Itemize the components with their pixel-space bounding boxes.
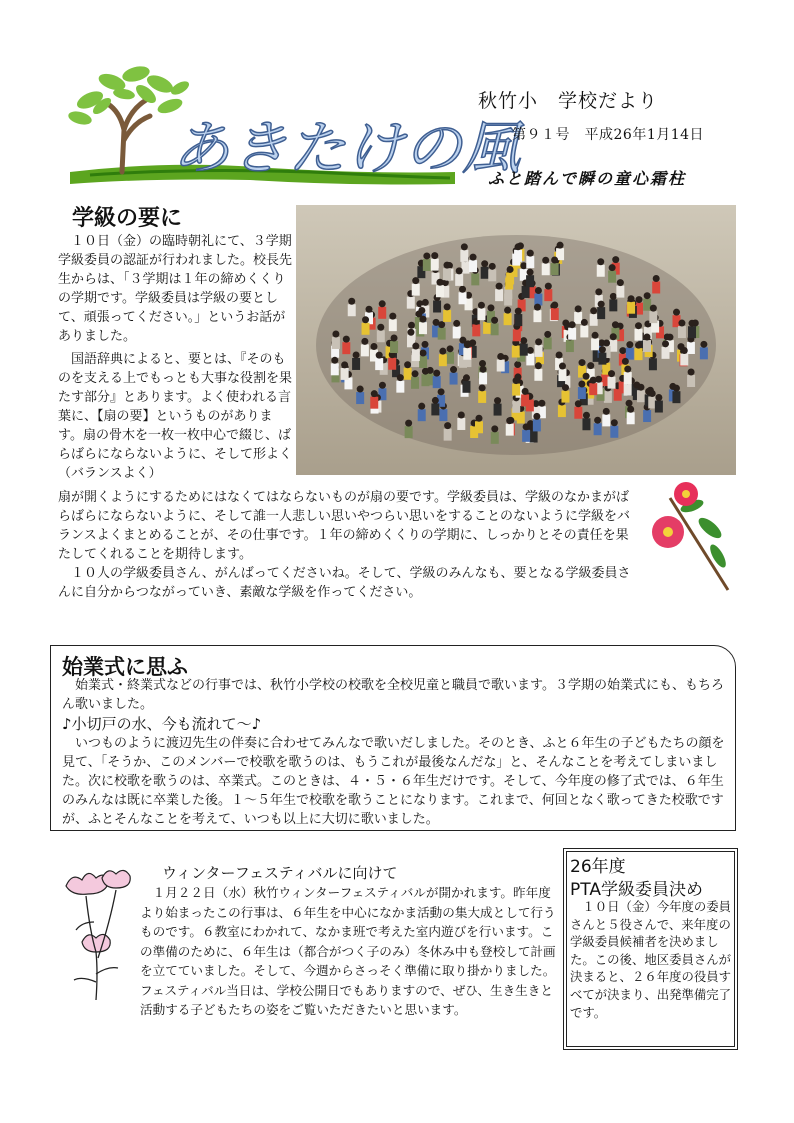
newsletter-logo	[50, 60, 521, 190]
article2-title: 始業式に思ふ	[62, 655, 188, 679]
school-song-line: ♪小切戸の水、今も流れて～♪	[62, 715, 262, 733]
article1-paragraph-1: １０日（金）の臨時朝礼にて、３学期学級委員の認証が行われました。校長先生からは、「３学期は１年の締めくくりの学期です。学級委員は学級の要として、頑張ってください。」というお話がありました。	[58, 234, 293, 344]
article4-text	[570, 898, 732, 1021]
motto: ふと踏んで瞬の童心霜柱	[488, 169, 687, 188]
article3-title: ウィンターフェスティバルに向けて	[162, 864, 398, 882]
article4-body: １０日（金）今年度の委員さんと５役さんで、来年度の学級委員候補者を決めました。この後、地区委員さんが決まると、２６年度の役員すべてが決まり、出発準備完了です。	[570, 899, 732, 1020]
article1-paragraph-3: 扇が開くようにするためにはなくてはならないものが扇の要です。学級委員は、学級のなかまがばらばらにならないように、そして誰一人悲しい思いやつらい思いをすることのないように学級をバランスよくまとめることが、その仕事です。１年の締めくくりの学期に、しっかりとその責任を果たしてくれることを期待します。	[58, 490, 631, 562]
article1-title: 学級の要に	[72, 206, 183, 231]
article1-paragraph-4: １０人の学級委員さん、がんばってくださいね。そして、学級のみんなも、要となる学級委員さんに自分からつながっていき、素敵な学級を作ってください。	[58, 566, 631, 600]
article1-column-text	[58, 232, 294, 483]
article2-text	[62, 676, 730, 829]
article1-full-width-text	[58, 488, 638, 602]
article2-body: いつものように渡辺先生の伴奏に合わせてみんなで歌いだしました。そのとき、ふと６年生の子どもたちの顔を見て、「そうか、このメンバーで校歌を歌うのは、もうこれが最後なんだな」と、そんなことを考えてしまいました。次に校歌を歌うのは、卒業式。このときは、４・５・６年生だけです。そして、今年度の修了式では、６年生のみんなは既に卒業した後。１～５年生で校歌を歌うことになります。これまで、何回となく歌ってきた校歌ですが、ふとそんなことを考えて、いつも以上に大切に歌いました。	[62, 736, 725, 827]
article4-title-line2: PTA学級委員決め	[570, 880, 703, 900]
class-group-photo	[296, 205, 736, 475]
article2-intro: 始業式・終業式などの行事では、秋竹小学校の校歌を全校児童と職員で歌います。３学期の始業式にも、もちろん歌いました。	[62, 678, 724, 712]
issue-number: 第９１号 平成26年1月14日	[512, 127, 705, 143]
article3-body: １月２２日（水）秋竹ウィンターフェスティバルが開かれます。昨年度より始まったこの行事は、６年生を中心になかま活動の集大成として行うものです。６教室にわかれて、なかま班で考えた室内遊びを行います。この準備のために、６年生は（都合がつく子のみ）冬休み中も登校して計画を立てていました。そして、今週からさっそく準備に取り掛かりました。フェスティバル当日は、学校公開日でもありますので、ぜひ、生き生きと活動する子どもたちの姿をご覧いただきたいと思います。	[140, 885, 556, 1017]
article1-paragraph-2: 国語辞典によると、要とは、『そのものを支える上でもっとも大事な役割を果たす部分』とあります。よく使われる言葉に、【扇の要】というものがあります。扇の骨木を一枚一枚中心で綴じ、ばらばらにならないように、そして形よく（バランスよく）	[58, 352, 293, 481]
carnation-flower-illustration	[56, 862, 138, 1002]
camellia-flower-illustration	[640, 478, 735, 593]
logo-title: あきたけの風	[172, 114, 521, 182]
article4-title-line1: 26年度	[570, 857, 626, 877]
school-name: 秋竹小 学校だより	[478, 90, 659, 112]
article3-text	[140, 883, 558, 1020]
